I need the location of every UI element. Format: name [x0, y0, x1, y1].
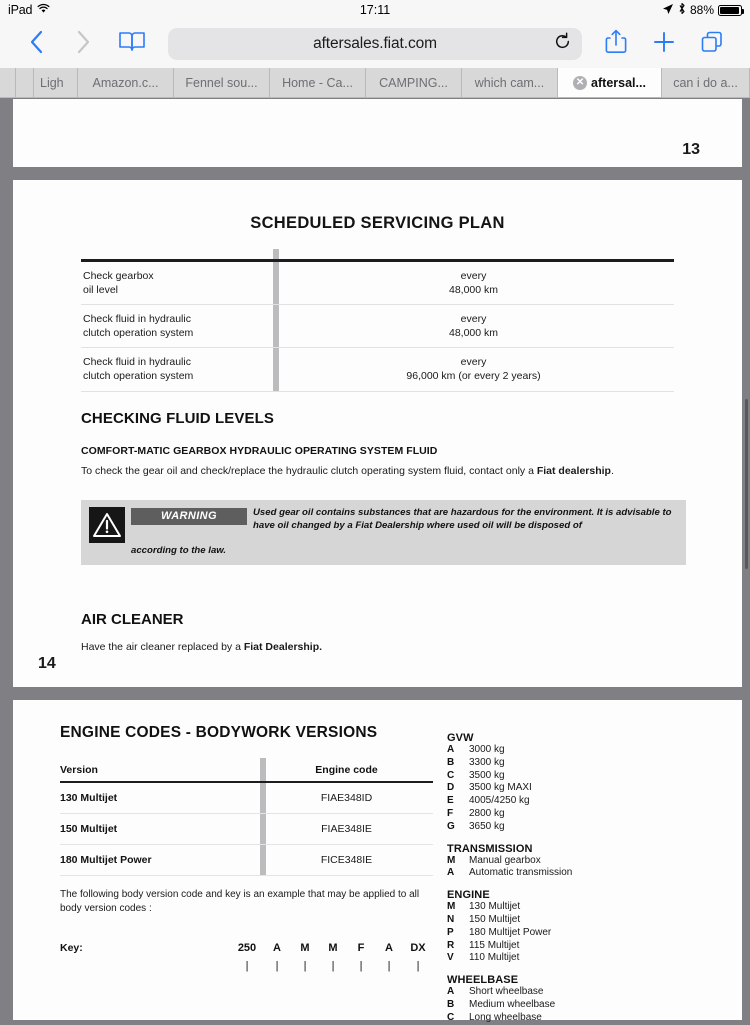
clock: 17:11	[359, 3, 391, 17]
table-row	[60, 783, 433, 814]
legend-item	[447, 782, 732, 795]
legend-item	[447, 770, 732, 783]
page-gap	[0, 167, 750, 180]
legend-item	[447, 867, 732, 880]
share-icon	[605, 28, 627, 61]
engine-codes-table	[60, 764, 433, 876]
warning-text-tail: according to the law.	[131, 545, 227, 557]
interval-cell	[273, 312, 674, 340]
legend-item	[447, 808, 732, 821]
tabs-icon	[700, 30, 724, 59]
version-cell: 180 Multijet Power	[60, 854, 152, 867]
legend-value: 2800 kg	[469, 807, 505, 819]
status-bar	[0, 0, 750, 20]
key-tick: |	[387, 960, 391, 973]
legend-value: 3650 kg	[469, 820, 505, 832]
tab-label: Ligh	[40, 75, 64, 90]
reload-icon	[554, 32, 571, 56]
browser-tab[interactable]	[174, 68, 270, 97]
legend-value: 4005/4250 kg	[469, 795, 530, 807]
tab-label: Home - Ca...	[282, 75, 353, 90]
section-heading-checking-fluid-levels: CHECKING FLUID LEVELS	[81, 409, 274, 427]
legend-heading-transmission: TRANSMISSION	[447, 842, 533, 855]
scrollbar-track[interactable]	[745, 99, 749, 1000]
legend-column	[433, 724, 732, 1025]
back-button[interactable]	[14, 28, 60, 61]
table-row	[81, 262, 674, 305]
browser-tab[interactable]	[366, 68, 462, 97]
legend-key: V	[447, 952, 454, 964]
browser-tab[interactable]	[270, 68, 366, 97]
key-code: M	[328, 942, 338, 955]
version-cell: 150 Multijet	[60, 823, 118, 836]
version-cell: 130 Multijet	[60, 792, 118, 805]
column-header-version: Version	[60, 764, 98, 776]
tab-label: Amazon.c...	[92, 75, 159, 90]
legend-key: F	[447, 807, 454, 819]
table-row	[60, 814, 433, 845]
engine-code-cell: FIAE348IE	[321, 823, 372, 836]
tab-label: which cam...	[474, 75, 545, 90]
new-tab-button[interactable]	[640, 30, 688, 59]
address-bar[interactable]	[168, 28, 582, 60]
browser-tab[interactable]	[34, 68, 78, 97]
page-title: SCHEDULED SERVICING PLAN	[250, 214, 505, 232]
location-arrow-icon	[662, 3, 674, 18]
engine-codes-column	[13, 724, 433, 1025]
chevron-right-icon	[74, 28, 92, 61]
legend-item	[447, 914, 732, 927]
browser-tab[interactable]	[462, 68, 558, 97]
body-version-note: The following body version code and key is an example that may be applied to all body version codes :	[60, 889, 420, 915]
forward-button[interactable]	[60, 28, 106, 61]
key-tick-row	[60, 954, 433, 971]
legend-key: C	[447, 769, 455, 781]
section-heading-air-cleaner: AIR CLEANER	[81, 611, 184, 629]
plus-icon	[652, 30, 676, 59]
fluid-paragraph-pre: To check the gear oil and check/replace the hydraulic clutch operating system fluid, contact only a	[81, 464, 537, 477]
legend-value: Short wheelbase	[469, 986, 544, 998]
legend-key: A	[447, 986, 455, 998]
legend-item	[447, 795, 732, 808]
device-label: iPad	[8, 3, 33, 17]
legend-key: A	[447, 867, 455, 879]
interval-line-2: 96,000 km (or every 2 years)	[406, 370, 541, 383]
legend-key: B	[447, 756, 455, 768]
show-tabs-button[interactable]	[688, 30, 736, 59]
browser-toolbar	[0, 20, 750, 68]
battery-icon	[718, 5, 742, 16]
table-row	[81, 305, 674, 348]
url-text: aftersales.fiat.com	[313, 35, 437, 52]
interval-line-1: every	[460, 269, 487, 282]
key-tick: |	[245, 960, 249, 973]
table-header-row	[60, 764, 433, 781]
legend-heading-wheelbase: WHEELBASE	[447, 974, 519, 987]
browser-tab[interactable]	[78, 68, 174, 97]
column-header-engine-code: Engine code	[315, 764, 378, 776]
key-code: A	[273, 942, 281, 955]
legend-item	[447, 999, 732, 1012]
status-bar-right	[662, 2, 742, 18]
legend-item	[447, 952, 732, 965]
page-gap	[0, 687, 750, 700]
legend-value: 180 Multijet Power	[469, 926, 552, 938]
engine-code-cell: FICE348IE	[320, 854, 373, 867]
legend-key: E	[447, 795, 454, 807]
legend-value: 150 Multijet	[469, 913, 521, 925]
tab-strip	[0, 68, 750, 98]
table-row	[60, 845, 433, 876]
warning-box	[81, 500, 686, 565]
bluetooth-icon	[678, 2, 686, 18]
interval-cell	[273, 355, 674, 383]
air-paragraph-pre: Have the air cleaner replaced by a	[81, 641, 244, 654]
key-ticks	[231, 962, 433, 971]
key-code: DX	[410, 942, 426, 955]
legend-value: 3500 kg MAXI	[469, 782, 532, 794]
key-label: Key:	[60, 942, 83, 955]
fluid-paragraph-post: .	[610, 464, 614, 477]
interval-line-2: 48,000 km	[448, 327, 499, 340]
legend-value: 130 Multijet	[469, 901, 521, 913]
key-code: 250	[237, 942, 257, 955]
air-paragraph-bold: Fiat Dealership.	[243, 641, 323, 654]
pdf-page-15	[13, 700, 742, 1023]
browser-tab[interactable]	[0, 68, 16, 97]
warning-text: Used gear oil contains substances that are hazardous for the environment. It is advisable to have oil changed by a Fiat Dealership where used oil will be disposed of	[253, 507, 672, 532]
engine-code-cell: FIAE348ID	[320, 792, 373, 805]
legend-item	[447, 986, 732, 999]
legend-item	[447, 855, 732, 868]
task-cell: Check fluid in hydraulic clutch operation system	[83, 312, 194, 340]
legend-key: B	[447, 998, 455, 1010]
air-cleaner-paragraph	[81, 640, 714, 655]
legend-value: 3000 kg	[469, 744, 505, 755]
legend-heading-gvw: GVW	[447, 732, 474, 744]
interval-line-2: 48,000 km	[448, 283, 499, 296]
reload-button[interactable]	[554, 32, 571, 56]
legend-value: Manual gearbox	[469, 854, 541, 866]
legend-value: 3300 kg	[469, 756, 505, 768]
tab-label: aftersal...	[591, 75, 646, 90]
legend-item	[447, 757, 732, 770]
key-row	[60, 942, 433, 954]
pdf-page-14	[13, 180, 742, 687]
fluid-paragraph	[81, 464, 714, 479]
table-row	[81, 348, 674, 391]
scrollbar-thumb[interactable]	[745, 399, 748, 569]
key-tick: |	[416, 960, 420, 973]
legend-key: P	[447, 926, 454, 938]
key-tick: |	[275, 960, 279, 973]
legend-value: 110 Multijet	[469, 952, 520, 964]
legend-item	[447, 744, 732, 757]
browser-tab[interactable]	[16, 68, 34, 97]
key-code: F	[357, 942, 365, 955]
page-number: 14	[38, 655, 56, 672]
legend-key: M	[447, 854, 456, 866]
legend-value: 115 Multijet	[469, 939, 520, 951]
battery-percent: 88%	[689, 3, 714, 17]
legend-item	[447, 927, 732, 940]
pdf-viewport[interactable]	[0, 99, 750, 1023]
interval-cell	[273, 269, 674, 297]
key-code: A	[385, 942, 393, 955]
tab-label: can i do a...	[673, 75, 738, 90]
legend-key: M	[447, 901, 456, 913]
legend-key: A	[447, 744, 455, 755]
legend-item	[447, 1012, 732, 1025]
key-tick: |	[331, 960, 335, 973]
tab-label: Fennel sou...	[185, 75, 258, 90]
task-cell: Check fluid in hydraulic clutch operation system	[83, 356, 194, 383]
page-title: ENGINE CODES - BODYWORK VERSIONS	[60, 724, 378, 741]
legend-key: D	[447, 782, 455, 794]
legend-key: C	[447, 1011, 455, 1023]
warning-label: WARNING	[131, 508, 247, 525]
legend-value: Automatic transmission	[469, 867, 573, 879]
interval-line-1: every	[460, 356, 487, 369]
book-icon	[118, 30, 146, 59]
scheduled-servicing-table	[81, 259, 674, 392]
browser-tab[interactable]	[662, 68, 750, 97]
key-codes	[231, 942, 433, 954]
legend-value: Medium wheelbase	[469, 998, 556, 1010]
tab-label: CAMPING...	[379, 75, 448, 90]
task-cell: Check gearbox oil level	[83, 269, 154, 296]
legend-heading-engine: ENGINE	[447, 889, 490, 902]
share-button[interactable]	[592, 28, 640, 61]
page-number: 13	[682, 141, 700, 158]
key-tick: |	[303, 960, 307, 973]
legend-item	[447, 821, 732, 834]
legend-value: Long wheelbase	[469, 1011, 542, 1023]
legend-item	[447, 901, 732, 914]
toolbar-right-actions	[592, 28, 736, 61]
bookmarks-button[interactable]	[106, 30, 158, 59]
close-icon[interactable]: ✕	[573, 76, 587, 90]
pdf-page-13	[13, 99, 742, 167]
warning-triangle-icon	[89, 507, 125, 543]
legend-key: R	[447, 939, 455, 951]
browser-tab-active[interactable]	[558, 68, 662, 97]
subsection-heading-comfortmatic: COMFORT-MATIC GEARBOX HYDRAULIC OPERATING SYSTEM FLUID	[81, 444, 438, 457]
legend-key: G	[447, 820, 455, 832]
legend-value: 3500 kg	[469, 769, 505, 781]
interval-line-1: every	[460, 312, 487, 325]
fluid-paragraph-bold: Fiat dealership	[536, 464, 611, 477]
key-tick: |	[359, 960, 363, 973]
chevron-left-icon	[28, 28, 46, 61]
legend-item	[447, 940, 732, 953]
legend-key: N	[447, 913, 455, 925]
key-code: M	[300, 942, 310, 955]
